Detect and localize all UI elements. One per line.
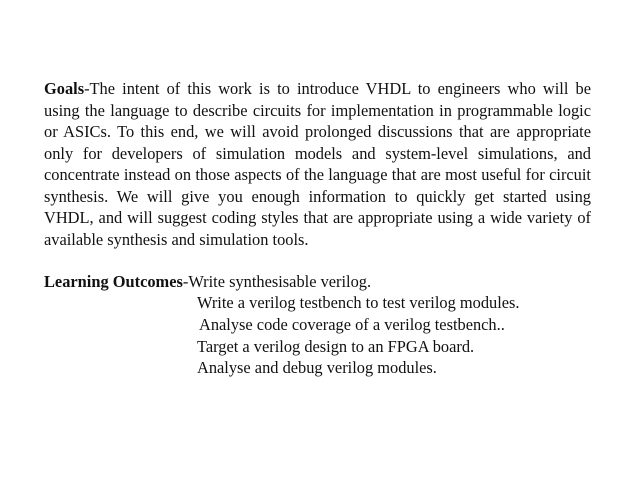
learning-outcome-item: -Write synthesisable verilog. <box>182 272 372 291</box>
learning-outcomes-heading <box>44 271 371 293</box>
learning-outcomes-label: Learning Outcomes <box>44 272 183 291</box>
goals-paragraph <box>44 78 591 250</box>
goals-text: -The intent of this work is to introduce VHDL to engineers who will be using the language to describe circuits for implementation in programmable logic or ASICs. To this end, we will avoid prolonged discussions that are appropriate only for developers of simulation models and system-level simulations, and concentrate instead on those aspects of the language that are most useful for circuit synthesis. We will give you enough information to quickly get started using VHDL, and will suggest coding styles that are appropriate using a wide variety of available synthesis and simulation tools. <box>44 79 591 249</box>
learning-outcome-item: Analyse code coverage of a verilog testbench.. <box>199 315 505 334</box>
learning-outcome-item: Target a verilog design to an FPGA board. <box>197 337 475 356</box>
goals-label: Goals <box>44 79 85 98</box>
learning-outcome-item: Analyse and debug verilog modules. <box>197 358 437 377</box>
learning-outcome-item: Write a verilog testbench to test verilog modules. <box>197 293 520 312</box>
